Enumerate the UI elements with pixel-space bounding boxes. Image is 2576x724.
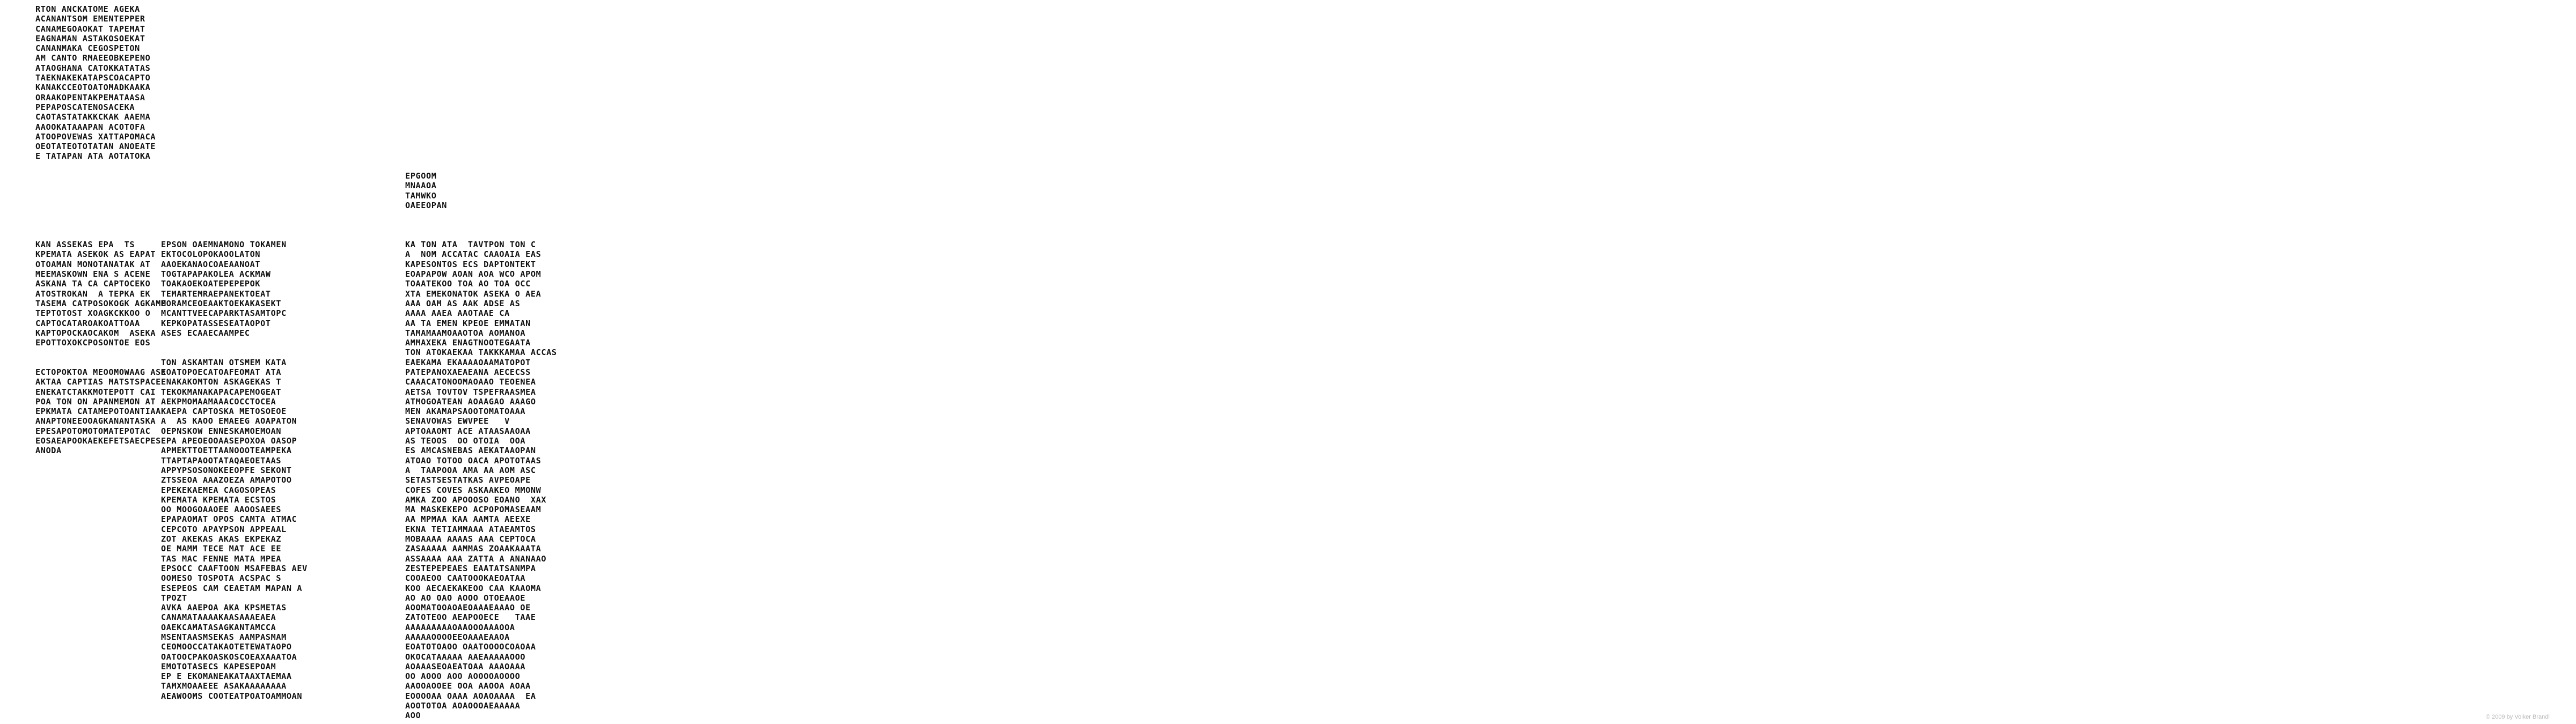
text-line: ESEPEOS CAM CEAETAM MAPAN A <box>161 583 303 593</box>
text-line: AVKA AAEPOA AKA KPSMETAS <box>161 603 287 613</box>
text-line <box>161 220 284 230</box>
text-line: ATOOPOVEWAS XATTAPOMACA <box>35 131 156 142</box>
text-line: MORAMCEOEAAKTOEKAKASEKT <box>161 298 282 308</box>
text-line: PATEPANOXAEAEANA AECECSS <box>405 367 531 377</box>
text-line: TOAATEKOO TOA AO TOA OCC <box>405 279 531 289</box>
text-line: AMMAXEKA ENAGTNOOTEGAATA <box>405 338 531 348</box>
text-line: ZTSSEOA AAAZOEZA AMAPOTOO <box>161 475 292 485</box>
text-line: MEEMASKOWN ENA S ACENE <box>35 269 151 279</box>
text-line: TASEMA CATPOSOKOGK AGKAME <box>35 298 166 308</box>
text-line: ASES ECAAECAAMPEC <box>161 328 250 338</box>
text-line: EKTOCOLOPOKAOOLATON <box>161 249 261 260</box>
text-line <box>405 161 561 171</box>
text-line <box>161 73 284 83</box>
text-line <box>161 142 284 151</box>
text-line <box>161 14 284 24</box>
text-line: ZOT AKEKAS AKAS EKPEKAZ <box>161 534 282 544</box>
text-line <box>405 73 561 83</box>
text-line: OAEKCAMATASAGKANTAMCCA <box>161 622 276 632</box>
text-line <box>161 132 284 142</box>
text-line: AAAAAOOOOEEOAAAEAAOA <box>405 632 510 642</box>
text-line: AAOEKANAOCOAEAANOAT <box>161 259 261 269</box>
text-line: CEPCOTO APAYPSON APPEAAL <box>161 524 287 534</box>
text-column-8 <box>993 4 1122 718</box>
text-line: OEPNSKOW ENNESKAMOEMOAN <box>161 426 282 436</box>
text-line <box>35 230 159 240</box>
text-line <box>405 4 561 14</box>
text-line <box>405 83 561 92</box>
text-line: AEKPMOMAAMAAACOCCTOCEA <box>161 396 276 407</box>
text-line: AMKA ZOO APOOOSO EOANO XAX <box>405 494 547 505</box>
text-line <box>161 83 284 92</box>
text-line: SENAVOWAS EWVPEE V <box>405 416 510 426</box>
text-column-11 <box>1417 4 1551 718</box>
text-line: AO AO OAO AOOO OTOEAAOE <box>405 593 526 603</box>
text-line <box>35 220 159 230</box>
text-line: ES AMCASNEBAS AEKATAAOPAN <box>405 446 536 456</box>
text-line <box>35 358 159 367</box>
text-line: AOOMATOOAOAEOAAAEAAAO OE <box>405 603 531 613</box>
text-line: ATOAO TOTOO OACA APOTOTAAS <box>405 455 541 466</box>
text-line: CANAMATAAAAKAASAAAEAEA <box>161 612 276 623</box>
text-line: TEKOKMANAKAPACAPEMOGEAT <box>161 387 282 397</box>
text-line <box>405 53 561 63</box>
text-line: ATMOGOATEAN AOAAGAO AAAGO <box>405 396 536 407</box>
text-line <box>161 181 284 190</box>
text-line: MEN AKAMAPSAOOTOMATOAAA <box>405 407 526 417</box>
text-line: ASKANA TA CA CAPTOCEKO <box>35 279 151 289</box>
text-line: KOO AECAEKAKEOO CAA KAAOMA <box>405 583 541 593</box>
text-line: AOOTOTOA AOAOOOAEAAAAA <box>405 701 521 711</box>
text-line: A TAAPOOA AMA AA AOM ASC <box>405 465 536 475</box>
text-column-13 <box>1701 4 1835 718</box>
text-line <box>161 161 284 171</box>
text-line: MCANTTVEECAPARKTASAMTOPC <box>161 308 287 319</box>
text-line <box>161 171 284 181</box>
text-line: OATOOCPAKOASKOSCOEAXAAATOA <box>161 652 297 662</box>
text-line <box>161 122 284 132</box>
text-column-18 <box>2426 4 2565 718</box>
text-line <box>35 191 159 201</box>
text-line <box>35 201 159 210</box>
text-line: CEOMOOCCATAKAOTETEWATAOPO <box>161 642 292 652</box>
text-line: CAPTOCATAROAKOATTOAA <box>35 318 140 328</box>
text-line <box>161 201 284 210</box>
text-line <box>405 43 561 53</box>
text-line: AA MPMAA KAA AAMTA AEEXE <box>405 514 531 524</box>
text-line: OTOAMAN MONOTANATAK AT <box>35 259 151 269</box>
text-line: TON ASKAMTAN OTSMEM KATA <box>161 357 287 367</box>
text-line <box>405 151 561 161</box>
text-line: OE MAMM TECE MAT ACE EE <box>161 544 282 554</box>
text-line <box>161 24 284 34</box>
text-line: EOATOPOECATOAFEOMAT ATA <box>161 367 282 377</box>
text-line: TOAKAOEKOATEPEPEPOK <box>161 279 261 289</box>
text-line: SETASTSESTATKAS AVPEOAPE <box>405 475 531 485</box>
text-line: OKOCATAAAAA AAEAAAAAOOO <box>405 652 526 662</box>
text-line <box>405 93 561 102</box>
text-line: AS TEOOS OO OTOIA OOA <box>405 436 526 446</box>
text-line: ZESTEPEPEAES EAATATSANMPA <box>405 563 536 573</box>
text-line: ANODA <box>35 446 62 456</box>
text-column-9 <box>1127 4 1261 718</box>
text-line: EPEKEKAEMEA CAGOSOPEAS <box>161 485 276 495</box>
text-line: EPSOCC CAAFTOON MSAFEBAS AEV <box>161 563 308 573</box>
text-column-5 <box>564 4 687 718</box>
text-column-14 <box>1846 4 1980 718</box>
text-line: TOGTAPAPAKOLEA ACKMAW <box>161 269 271 279</box>
text-line: ATAOGHANA CATOKKATATAS <box>35 63 151 73</box>
text-line <box>405 63 561 73</box>
text-line <box>161 53 284 63</box>
text-line: AAOOKATAAAPAN ACOTOFA <box>35 122 145 132</box>
text-line: TPOZT <box>161 593 187 603</box>
copyright-watermark: © 2009 by Volker Brandl <box>2486 714 2550 720</box>
text-line <box>161 63 284 73</box>
text-line <box>161 112 284 122</box>
text-line: KPEMATA KPEMATA ECSTOS <box>161 494 276 505</box>
text-line: EMOTOTASECS KAPESEPOAM <box>161 661 276 671</box>
text-line: KAPTOPOCKAOCAKOM ASEKA <box>35 328 156 338</box>
text-line <box>405 132 561 142</box>
text-column-10 <box>1277 4 1411 718</box>
text-column-2 <box>161 4 308 718</box>
text-line: E TATAPAN ATA AOTATOKA <box>35 151 151 161</box>
text-line: EPAPAOMAT OPOS CAMTA ATMAC <box>161 514 297 524</box>
text-column-17 <box>2281 4 2415 718</box>
text-line: OO AOOO AOO AOOOOAOOOO <box>405 671 521 682</box>
text-line: TAMAMAAMOAAOTOA AOMANOA <box>405 328 526 338</box>
text-line: OEOTATEOTOTATAN ANOEATE <box>35 142 156 152</box>
text-line: EPOTTOXOKCPOSONTOE EOS <box>35 338 151 348</box>
text-line: KA TON ATA TAVTPON TON C <box>405 240 536 250</box>
text-line: EOOOOAA OAAA AOAOAAAA EA <box>405 691 536 701</box>
text-line: ZASAAAAA AAMMAS ZOAAKAAATA <box>405 544 541 554</box>
text-line: AOO <box>405 711 421 721</box>
text-line <box>405 112 561 122</box>
text-column-15 <box>1996 4 2131 718</box>
text-column-12 <box>1562 4 1696 718</box>
text-line: ATOSTROKAN A TEPKA EK <box>35 289 151 299</box>
text-line: AA TA EMEN KPEOE EMMATAN <box>405 318 531 328</box>
text-line: OAEEOPAN <box>405 200 447 210</box>
text-line: AAAA AAEA AAOTAAE CA <box>405 308 510 319</box>
text-line: EPESAPOTOMOTOMATEPOTAC <box>35 426 151 436</box>
text-line <box>161 191 284 201</box>
text-line: ASSAAAA AAA ZATTA A ANANAAO <box>405 553 547 564</box>
text-line: KAPESONTOS ECS DAPTONTEKT <box>405 259 536 269</box>
text-line <box>161 151 284 161</box>
text-line: TAEKNAKEKATAPSCOACAPTO <box>35 73 151 83</box>
text-line <box>35 348 159 357</box>
text-line: APMEKTTOETTAANOOOTEAMPEKA <box>161 446 292 456</box>
text-line <box>405 230 561 240</box>
text-line: KAN ASSEKAS EPA TS <box>35 240 135 250</box>
text-line <box>405 14 561 24</box>
text-line: EOAPAPOW AOAN AOA WCO APOM <box>405 269 541 279</box>
text-line: APTOAAOMT ACE ATAASAAOAA <box>405 426 531 436</box>
text-line: EOATOTOAOO OAATOOOOCOAOAA <box>405 642 536 652</box>
text-line: ACANANTSOM EMENTEPPER <box>35 14 145 24</box>
text-line: APPYPSOSONOKEEOPFE SEKONT <box>161 465 292 475</box>
text-line: EOSAEAPOOKAEKEFETSAECPES <box>35 436 161 446</box>
text-line: KEPKOPATASSESEATAOPOT <box>161 318 271 328</box>
text-line: KANAKCCEOTOATOMADKAAKA <box>35 83 151 93</box>
text-line: EKNA TETIAMMAAA ATAEAMTOS <box>405 524 536 534</box>
text-column-1 <box>35 4 166 718</box>
text-line: MA MASKEKEPO ACPOPOMASEAAM <box>405 505 541 515</box>
text-line: KPEMATA ASEKOK AS EAPAT <box>35 249 156 260</box>
text-column-7 <box>848 4 977 718</box>
text-line <box>35 171 159 181</box>
text-line: AAA OAM AS AAK ADSE AS <box>405 298 521 308</box>
text-line: ZATOTEOO AEAPOOECE TAAE <box>405 612 536 623</box>
text-column-16 <box>2136 4 2270 718</box>
text-line <box>161 34 284 43</box>
text-line: EPSON OAEMNAMONO TOKAMEN <box>161 240 287 250</box>
text-line: ECTOPOKTOA MEOOMOWAAG ASK <box>35 367 166 377</box>
text-line: EAGNAMAN ASTAKOSOEKAT <box>35 33 145 43</box>
text-line: TAMXMOAAEEE ASAKAAAAAAAA <box>161 681 287 691</box>
text-line: ORAAKOPENTAKPEMATAASA <box>35 92 145 102</box>
text-line <box>35 181 159 190</box>
text-line <box>161 348 284 357</box>
text-line: COFES COVES ASKAAKEO MMONW <box>405 485 541 495</box>
text-line: EPGOOM <box>405 171 437 181</box>
text-line: MNAAOA <box>405 181 437 191</box>
text-column-4 <box>405 4 561 721</box>
text-line: TAS MAC FENNE MATA MPEA <box>161 553 282 564</box>
text-line: COOAEOO CAATOOOKAEOATAA <box>405 573 526 583</box>
text-line <box>161 4 284 14</box>
text-column-6 <box>703 4 826 718</box>
text-line <box>35 161 159 171</box>
text-line: XTA EMEKONATOK ASEKA O AEA <box>405 289 541 299</box>
text-line: POA TON ON APANMEMON AT <box>35 396 156 407</box>
text-line <box>161 210 284 220</box>
text-line: OO MOOGOAAOEE AAOOSAEES <box>161 505 282 515</box>
text-line: AEAWOOMS COOTEATPOATOAMMOAN <box>161 691 303 701</box>
text-line: ENAKAKOMTON ASKAGEKAS T <box>161 377 282 387</box>
text-line: EP E EKOMANEAKATAAXTAEMAA <box>161 671 292 682</box>
text-line: MOBAAAA AAAAS AAA CEPTOCA <box>405 534 536 544</box>
text-line: A NOM ACCATAC CAAOAIA EAS <box>405 249 541 260</box>
text-line <box>405 210 561 220</box>
text-line <box>405 142 561 151</box>
text-line <box>35 210 159 220</box>
text-line <box>405 122 561 132</box>
text-line: EPKMATA CATAMEPOTOANTIAA <box>35 407 161 417</box>
text-line <box>405 24 561 34</box>
text-line <box>405 34 561 43</box>
text-line <box>161 338 284 348</box>
text-line: MSENTAASMSEKAS AAMPASMAM <box>161 632 287 642</box>
text-line: ENEKATCTAKKMOTEPOTT CAI <box>35 387 156 397</box>
text-line: TTAPTAPAOOTATAQAEOETAAS <box>161 455 282 466</box>
text-line: TEPTOTOST XOAGKCKKOO O <box>35 308 151 319</box>
text-line: EAEKAMA EKAAAAOAAMATOPOT <box>405 357 531 367</box>
text-line: RTON ANCKATOME AGEKA <box>35 4 140 14</box>
text-line: AOAAASEOAEATOAA AAAOAAA <box>405 661 526 671</box>
text-line: TON ATOKAEKAA TAKKKAMAA ACCAS <box>405 348 557 358</box>
text-line: CAAACATONOOMAOAAO TEOENEA <box>405 377 536 387</box>
text-line: EPA APEOEOOAASEPOXOA OASOP <box>161 436 297 446</box>
text-line: CAOTASTATAKKCKAK AAEMA <box>35 112 151 122</box>
text-line: TAMWKO <box>405 190 437 201</box>
text-line: TEMARTEMRAEPANEKTOEAT <box>161 289 271 299</box>
text-line: AM CANTO RMAEEOBKEPENO <box>35 53 151 63</box>
text-line: AKTAA CAPTIAS MATSTSPACE <box>35 377 161 387</box>
text-line: AETSA TOVTOV TSPEFRAASMEA <box>405 387 536 397</box>
text-line: CANAMEGOAOKAT TAPEMAT <box>35 24 145 34</box>
text-line: PEPAPOSCATENOSACEKA <box>35 102 135 112</box>
text-line: OOMESO TOSPOTA ACSPAC S <box>161 573 282 583</box>
text-line <box>161 230 284 240</box>
text-line <box>405 220 561 230</box>
text-line <box>161 102 284 112</box>
text-line: A AS KAOO EMAEEG AOAPATON <box>161 416 297 426</box>
text-line: AAOOAOOEE OOA AAOOA AOAA <box>405 681 531 691</box>
text-line: AAAAAAAAAOAAOOOAAAOOA <box>405 622 515 632</box>
text-line: ANAPTONEEOOAGKANANTASKA <box>35 416 156 426</box>
text-line: KAEPA CAPTOSKA METOSOEOE <box>161 407 287 417</box>
text-line <box>161 43 284 53</box>
text-line <box>405 102 561 112</box>
text-line: CANANMAKA CEGOSPETON <box>35 43 140 54</box>
text-line <box>161 93 284 102</box>
